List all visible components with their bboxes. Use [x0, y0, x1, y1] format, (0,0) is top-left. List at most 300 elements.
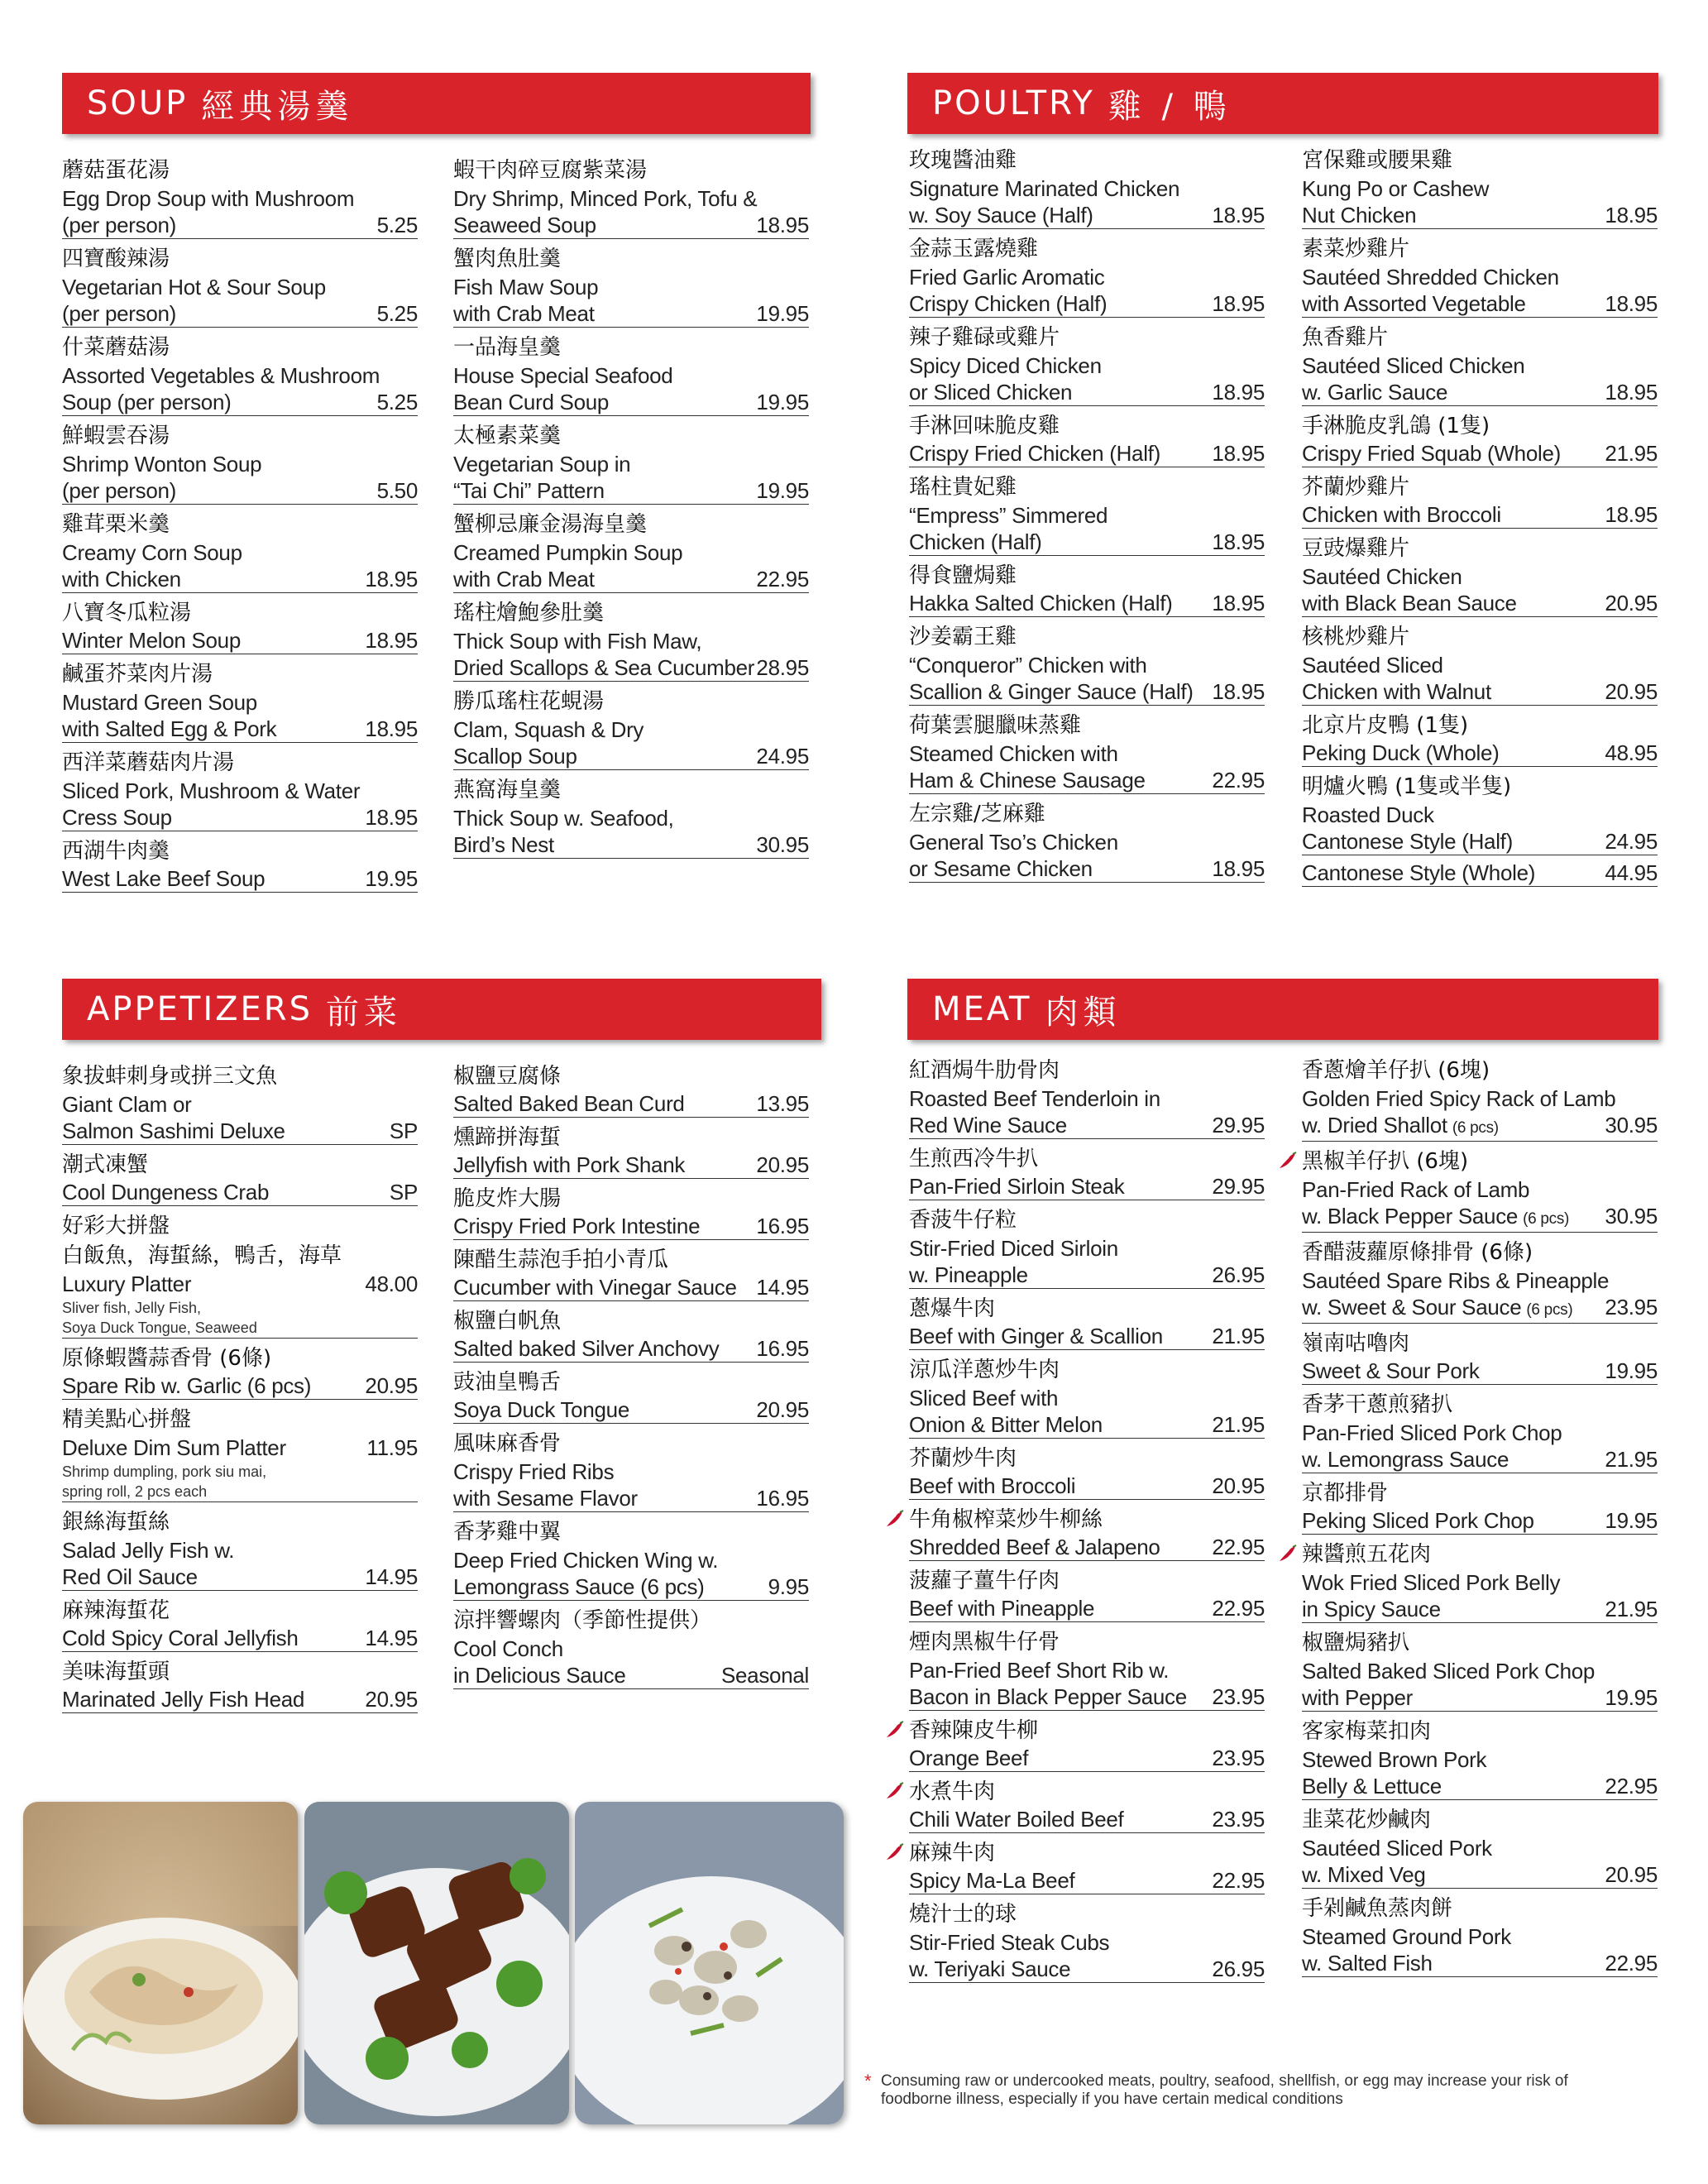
- dish-name-chinese: 香辣陳皮牛柳: [909, 1718, 1039, 1743]
- price-label: 21.95: [1212, 1412, 1265, 1437]
- dish-name-english: Fish Maw Soup: [453, 275, 599, 299]
- dish-name-chinese: 鮮蝦雲吞湯: [62, 424, 170, 448]
- dish-name-english: Nut Chicken: [1302, 203, 1417, 228]
- meat-title-zh: 肉類: [1045, 993, 1122, 1032]
- dish-price-row: [62, 1118, 418, 1145]
- dish-name-english: Roasted Beef Tenderloin in: [909, 1086, 1160, 1111]
- dish-name-chinese: 手淋脆皮乳鴿 (1隻): [1302, 414, 1490, 438]
- price-label: 19.95: [756, 301, 809, 326]
- price-label: 18.95: [365, 567, 418, 592]
- menu-item: [1302, 1056, 1658, 1142]
- dish-name-english: Red Wine Sauce: [909, 1113, 1067, 1138]
- dish-price-row: [909, 380, 1265, 406]
- dish-name-english: Pan-Fried Sirloin Steak: [909, 1174, 1125, 1199]
- menu-item: [1302, 1238, 1658, 1324]
- price-label: 19.95: [1605, 1685, 1658, 1710]
- menu-item: [62, 659, 418, 743]
- dish-name-chinese: 水煮牛肉: [909, 1779, 996, 1804]
- dish-name-english: Crispy Fried Chicken (Half): [909, 441, 1160, 466]
- dish-price-row: [62, 301, 418, 328]
- dish-price-row: [453, 1152, 809, 1179]
- dish-price-row: [62, 628, 418, 654]
- dish-name-english: Sautéed Sliced: [1302, 653, 1443, 678]
- price-label: 22.95: [1212, 1535, 1265, 1559]
- dish-name-english: Deep Fried Chicken Wing w.: [453, 1548, 719, 1573]
- dish-name-english: Sautéed Sliced Chicken: [1302, 353, 1525, 378]
- dish-name-chinese: 太極素菜羹: [453, 424, 562, 448]
- dish-description: Soya Duck Tongue, Seaweed: [62, 1318, 418, 1339]
- menu-item: [453, 775, 809, 859]
- dish-name-english: with Crab Meat: [453, 567, 595, 592]
- dish-name-chinese: 魚香雞片: [1302, 325, 1389, 350]
- dish-name-chinese: 北京片皮鴨 (1隻): [1302, 713, 1469, 738]
- dish-price-row: [453, 1214, 809, 1240]
- dish-name-chinese: 香菠牛仔粒: [909, 1208, 1017, 1233]
- menu-item: [909, 1899, 1265, 1983]
- dish-price-row: [1302, 1951, 1658, 1977]
- dish-name-english: Peking Duck (Whole): [1302, 740, 1500, 765]
- dish-name-english: Shrimp Wonton Soup: [62, 452, 262, 477]
- dish-price-row: [453, 567, 809, 593]
- menu-item: [909, 323, 1265, 406]
- price-label: 18.95: [365, 628, 418, 653]
- dish-name-chinese: 菠蘿子薑牛仔肉: [909, 1569, 1060, 1593]
- dish-name-english: Salted Baked Sliced Pork Chop: [1302, 1659, 1596, 1684]
- price-label: 16.95: [756, 1336, 809, 1361]
- dish-price-row: [909, 856, 1265, 883]
- dish-name-english: Spicy Diced Chicken: [909, 353, 1102, 378]
- dish-name-english: or Sesame Chicken: [909, 856, 1093, 881]
- dish-name-english: with Salted Egg & Pork: [62, 716, 277, 741]
- dish-name-english: Stewed Brown Pork: [1302, 1747, 1487, 1772]
- menu-item: [909, 1355, 1265, 1439]
- poultry-column-1: [909, 146, 1265, 888]
- dish-name-chinese: 香蔥燴羊仔扒 (6塊): [1302, 1058, 1490, 1083]
- poultry-title-en: POULTRY: [932, 84, 1095, 122]
- price-label: 19.95: [365, 866, 418, 891]
- price-label: 14.95: [365, 1626, 418, 1650]
- price-label: 18.95: [1212, 441, 1265, 466]
- dish-name-english: Salad Jelly Fish w.: [62, 1538, 235, 1563]
- dish-price-row: [909, 1262, 1265, 1289]
- dish-name-chinese: 玫瑰醬油雞: [909, 148, 1017, 173]
- price-label: 18.95: [1605, 502, 1658, 527]
- dish-name-english: Thick Soup with Fish Maw,: [453, 629, 702, 654]
- beef-broccoli-photo: [304, 1802, 569, 2124]
- price-label: 18.95: [1605, 380, 1658, 405]
- portion-note: (6 pcs): [1523, 1210, 1570, 1228]
- dish-price-row: [1302, 1597, 1658, 1623]
- price-label: 23.95: [1212, 1807, 1265, 1832]
- dish-name-chinese: 脆皮炸大腸: [453, 1186, 562, 1211]
- dish-name-english: with Sesame Flavor: [453, 1486, 638, 1511]
- dish-name-chinese: 香醋菠蘿原條排骨 (6條): [1302, 1240, 1533, 1265]
- price-label: 18.95: [1212, 203, 1265, 228]
- menu-item: [1302, 772, 1658, 887]
- dish-name-english: Sliced Pork, Mushroom & Water: [62, 778, 361, 803]
- dish-name-chinese: 瑤柱燴鮑參肚羹: [453, 601, 605, 625]
- menu-item: [453, 1306, 809, 1363]
- dish-name-chinese: 原條蝦醬蒜香骨 (6條): [62, 1346, 272, 1371]
- price-label: 26.95: [1212, 1262, 1265, 1287]
- dish-name-chinese: 象拔蚌刺身或拼三文魚: [62, 1064, 278, 1089]
- dish-name-chinese: 辣子雞碌或雞片: [909, 325, 1060, 350]
- dish-name-chinese: 精美點心拼盤: [62, 1407, 192, 1432]
- dish-name-row: [62, 1434, 418, 1462]
- price-label: 18.95: [365, 805, 418, 830]
- menu-item: [909, 1144, 1265, 1200]
- dish-name-english: Wok Fried Sliced Pork Belly: [1302, 1570, 1561, 1595]
- poultry-column-2: [1302, 146, 1658, 892]
- price-label: 18.95: [365, 716, 418, 741]
- dish-name-chinese: 紅酒焗牛肋骨肉: [909, 1058, 1060, 1083]
- price-label: 11.95: [366, 1435, 418, 1460]
- menu-item: [909, 711, 1265, 794]
- chili-pepper-icon: [886, 1721, 904, 1739]
- price-label: 18.95: [1212, 591, 1265, 615]
- price-label: 14.95: [756, 1275, 809, 1300]
- chili-pepper-icon: [1279, 1545, 1297, 1563]
- dish-name-english: Crispy Fried Ribs: [453, 1459, 615, 1484]
- dish-name-chinese: 核桃炒雞片: [1302, 625, 1410, 649]
- price-label: 5.25: [376, 213, 418, 237]
- menu-item: [909, 234, 1265, 318]
- dish-name-english: w. Sweet & Sour Sauce: [1302, 1295, 1522, 1320]
- dish-name-english: Peking Sliced Pork Chop: [1302, 1508, 1534, 1533]
- dish-name-english: w. Teriyaki Sauce: [909, 1956, 1071, 1981]
- dish-name-wrap: [1302, 1204, 1569, 1232]
- price-label: 22.95: [756, 567, 809, 592]
- menu-item: [1302, 234, 1658, 318]
- dish-name-english: Onion & Bitter Melon: [909, 1412, 1103, 1437]
- menu-item: [1302, 323, 1658, 406]
- dish-name-english: with Black Bean Sauce: [1302, 591, 1517, 615]
- dish-name-chinese: 辣醬煎五花肉: [1302, 1542, 1432, 1567]
- soup-header: [62, 73, 811, 134]
- price-label: 48.95: [1605, 740, 1658, 765]
- dish-price-row: [1302, 591, 1658, 617]
- price-label: 29.95: [1212, 1113, 1265, 1138]
- soup-column-2: [453, 156, 809, 864]
- menu-item: [1302, 146, 1658, 229]
- dish-name-english: Beef with Broccoli: [909, 1473, 1076, 1498]
- dish-name-english: Scallion & Ginger Sauce (Half): [909, 679, 1194, 704]
- dish-name-english: Vegetarian Soup in: [453, 452, 631, 477]
- asterisk-icon: *: [864, 2071, 872, 2091]
- dish-name-english: Thick Soup w. Seafood,: [453, 806, 674, 831]
- dish-price-row: [909, 1868, 1265, 1894]
- dish-price-row: [1302, 740, 1658, 767]
- dish-name-english: (per person): [62, 213, 177, 237]
- price-label: 9.95: [768, 1574, 809, 1599]
- dish-price-row: [453, 478, 809, 505]
- price-label: 5.50: [376, 478, 418, 503]
- dish-price-row: [453, 213, 809, 239]
- dish-price-row: [1302, 1508, 1658, 1535]
- menu-item: [909, 1838, 1265, 1894]
- dish-price-row: [909, 679, 1265, 706]
- price-label: 20.95: [1212, 1473, 1265, 1498]
- price-label: 20.95: [365, 1687, 418, 1712]
- dish-price-row: [62, 805, 418, 831]
- price-label: SP: [389, 1118, 418, 1143]
- dish-name-english: Luxury Platter: [62, 1272, 192, 1296]
- dish-name-chinese: 宮保雞或腰果雞: [1302, 148, 1453, 173]
- dish-name-chinese: 椒鹽白帆魚: [453, 1309, 562, 1334]
- dish-price-row: [453, 390, 809, 416]
- dish-name-chinese: 四寶酸辣湯: [62, 247, 170, 271]
- menu-item: [62, 1343, 418, 1400]
- dish-name-chinese: 陳醋生蒜泡手拍小青瓜: [453, 1248, 669, 1272]
- price-label: 22.95: [1605, 1774, 1658, 1798]
- menu-item: [453, 1429, 809, 1512]
- dish-price-row: [1302, 829, 1658, 855]
- dish-price-row: [62, 1180, 418, 1206]
- dish-name-english: Beef with Pineapple: [909, 1596, 1095, 1621]
- dish-name-chinese: 蝦干肉碎豆腐紫菜湯: [453, 158, 648, 183]
- dish-name-english: “Conqueror” Chicken with: [909, 653, 1147, 678]
- dish-name-english: w. Lemongrass Sauce: [1302, 1447, 1509, 1472]
- menu-item: [62, 748, 418, 831]
- dish-name-chinese: 明爐火鴨 (1隻或半隻): [1302, 774, 1512, 799]
- menu-item: [62, 156, 418, 239]
- dish-name-english: Chicken with Walnut: [1302, 679, 1491, 704]
- dish-price-row: [909, 1596, 1265, 1622]
- price-label: 18.95: [1212, 291, 1265, 316]
- dish-name-chinese: 沙姜霸王雞: [909, 625, 1017, 649]
- dish-name-english: Cool Dungeness Crab: [62, 1180, 270, 1205]
- menu-item: [62, 510, 418, 593]
- menu-item: [453, 598, 809, 682]
- dish-name-english: Orange Beef: [909, 1746, 1029, 1770]
- dish-name-chinese: 客家梅菜扣肉: [1302, 1719, 1432, 1744]
- dish-name-english: Cantonese Style (Half): [1302, 829, 1513, 854]
- dish-name-english: Scallop Soup: [453, 744, 577, 769]
- dish-name-english: Ham & Chinese Sausage: [909, 768, 1146, 793]
- menu-item: [909, 411, 1265, 467]
- meat-column-2: [1302, 1056, 1658, 1982]
- price-label: 18.95: [756, 213, 809, 237]
- dish-description: spring roll, 2 pcs each: [62, 1482, 418, 1502]
- soup-title-en: SOUP: [87, 84, 189, 122]
- price-label: 18.95: [1212, 679, 1265, 704]
- dish-name-english: with Crab Meat: [453, 301, 595, 326]
- appetizers-title-zh: 前菜: [325, 993, 402, 1032]
- dish-name-english: Marinated Jelly Fish Head: [62, 1687, 305, 1712]
- menu-item: [909, 1205, 1265, 1289]
- menu-item: [1302, 711, 1658, 767]
- dish-name-chinese: 一品海皇羹: [453, 335, 562, 360]
- price-label: 13.95: [756, 1091, 809, 1116]
- price-label: 18.95: [1605, 203, 1658, 228]
- dish-name-english: Stir-Fried Diced Sirloin: [909, 1236, 1118, 1261]
- price-label: 22.95: [1605, 1951, 1658, 1976]
- dish-price-row: [62, 716, 418, 743]
- dish-name-english: (per person): [62, 478, 177, 503]
- dish-name-english: in Spicy Sauce: [1302, 1597, 1441, 1621]
- dish-name-english: Mustard Green Soup: [62, 690, 257, 715]
- dish-price-row: [909, 591, 1265, 617]
- dish-name-row: [62, 1271, 418, 1298]
- dish-name-chinese: 手淋回味脆皮雞: [909, 414, 1060, 438]
- dish-name-english: Pan-Fried Rack of Lamb: [1302, 1177, 1530, 1202]
- dish-price-row: [1302, 1204, 1658, 1233]
- dish-name-english: Winter Melon Soup: [62, 628, 242, 653]
- dish-price-row: [1302, 1113, 1658, 1142]
- menu-item: [62, 421, 418, 505]
- price-label: SP: [389, 1180, 418, 1205]
- dish-name-english: Jellyfish with Pork Shank: [453, 1152, 686, 1177]
- price-label: 19.95: [1605, 1508, 1658, 1533]
- price-label: 19.95: [1605, 1358, 1658, 1383]
- menu-item: [453, 510, 809, 593]
- dish-name-chinese: 麻辣海蜇花: [62, 1598, 170, 1623]
- price-label: 18.95: [1212, 380, 1265, 405]
- dish-price-row: [62, 1564, 418, 1591]
- dish-name-chinese: 煙肉黑椒牛仔骨: [909, 1630, 1060, 1655]
- price-label: 21.95: [1212, 1324, 1265, 1348]
- dish-name-english: with Assorted Vegetable: [1302, 291, 1526, 316]
- dish-name-english: Sliced Beef with: [909, 1386, 1059, 1410]
- menu-item: [1302, 1894, 1658, 1977]
- dish-name-chinese: 涼瓜洋蔥炒牛肉: [909, 1358, 1060, 1382]
- menu-item: [909, 799, 1265, 883]
- dish-price-row: [1302, 1685, 1658, 1712]
- dish-name-english: w. Mixed Veg: [1302, 1862, 1426, 1887]
- dish-name-english: with Chicken: [62, 567, 181, 592]
- dish-name-english: Spicy Ma-La Beef: [909, 1868, 1075, 1893]
- dish-price-row: [1302, 1447, 1658, 1473]
- menu-item: [453, 421, 809, 505]
- price-label: 18.95: [1212, 529, 1265, 554]
- menu-item: [1302, 1478, 1658, 1535]
- menu-item: [1302, 1390, 1658, 1473]
- dish-name-english: Crispy Fried Pork Intestine: [453, 1214, 701, 1238]
- dish-name-english: Belly & Lettuce: [1302, 1774, 1442, 1798]
- dish-price-row: [909, 1535, 1265, 1561]
- dish-name-chinese: 荷葉雲腿臘味蒸雞: [909, 713, 1082, 738]
- dish-name-chinese: 燒汁士的球: [909, 1902, 1017, 1927]
- dish-price-row: [453, 832, 809, 859]
- dish-name-english: Spare Rib w. Garlic (6 pcs): [62, 1373, 312, 1398]
- dish-price-row: [909, 529, 1265, 556]
- dish-price-row: [453, 655, 809, 682]
- dish-name-english: w. Salted Fish: [1302, 1951, 1433, 1976]
- dish-name-english: with Pepper: [1302, 1685, 1413, 1710]
- menu-item: [453, 1184, 809, 1240]
- appetizers-column-1: [62, 1061, 418, 1718]
- price-label: 18.95: [1212, 856, 1265, 881]
- dish-price-row: [909, 1324, 1265, 1350]
- menu-item: [62, 1596, 418, 1652]
- dish-price-row: [62, 1687, 418, 1713]
- appetizers-column-2: [453, 1061, 809, 1694]
- meat-title-en: MEAT: [932, 990, 1032, 1028]
- price-label: 19.95: [756, 390, 809, 414]
- dish-name-chinese: 芥蘭炒雞片: [1302, 475, 1410, 500]
- dish-name-english: Deluxe Dim Sum Platter: [62, 1435, 286, 1460]
- menu-item: [62, 1061, 418, 1145]
- dish-name-wrap: [1302, 1295, 1572, 1323]
- price-label: 5.25: [376, 301, 418, 326]
- menu-item: [909, 1716, 1265, 1772]
- dish-name-english: w. Black Pepper Sauce: [1302, 1204, 1519, 1228]
- dish-name-chinese: 雞茸栗米羹: [62, 512, 170, 537]
- noodle-dish-photo: [23, 1802, 298, 2124]
- dish-name-english: Sweet & Sour Pork: [1302, 1358, 1480, 1383]
- dish-name-chinese: 潮式凍蟹: [62, 1152, 149, 1177]
- dish-name-chinese: 香茅干蔥煎豬扒: [1302, 1392, 1453, 1417]
- menu-item: [1302, 622, 1658, 706]
- dish-name-english: Sautéed Sliced Pork: [1302, 1836, 1492, 1861]
- price-label: 20.95: [365, 1373, 418, 1398]
- dish-price-row: [909, 1807, 1265, 1833]
- dish-price-row: [1302, 679, 1658, 706]
- price-label: 23.95: [1212, 1746, 1265, 1770]
- price-label: 24.95: [1605, 829, 1658, 854]
- dish-name-english: w. Soy Sauce (Half): [909, 203, 1093, 228]
- price-label: 20.95: [1605, 679, 1658, 704]
- dish-name-chinese: 黑椒羊仔扒 (6塊): [1302, 1149, 1469, 1174]
- menu-item: [62, 333, 418, 416]
- price-label: 5.25: [376, 390, 418, 414]
- dish-name-chinese: 蘑菇蛋花湯: [62, 158, 170, 183]
- price-label: 44.95: [1605, 860, 1658, 885]
- dish-name-chinese: 風味麻香骨: [453, 1431, 562, 1456]
- menu-item: [453, 687, 809, 770]
- dish-name-chinese: 勝瓜瑤柱花蜆湯: [453, 689, 605, 714]
- dish-price-row: [62, 1373, 418, 1400]
- dish-name-english: or Sliced Chicken: [909, 380, 1073, 405]
- dish-name-english: Sautéed Shredded Chicken: [1302, 265, 1559, 290]
- price-label: 23.95: [1605, 1295, 1658, 1320]
- menu-item: [453, 1606, 809, 1689]
- dish-price-row: [1302, 291, 1658, 318]
- dish-price-row: [62, 390, 418, 416]
- dish-name-chinese: 芥蘭炒牛肉: [909, 1446, 1017, 1471]
- dish-name-english: West Lake Beef Soup: [62, 866, 266, 891]
- dish-name-chinese: 嶺南咕嚕肉: [1302, 1331, 1410, 1356]
- dish-name-english: Cold Spicy Coral Jellyfish: [62, 1626, 299, 1650]
- dish-price-row: [1302, 1295, 1658, 1324]
- price-label: 21.95: [1605, 441, 1658, 466]
- chili-pepper-icon: [886, 1782, 904, 1800]
- dish-name-english: Golden Fried Spicy Rack of Lamb: [1302, 1086, 1616, 1111]
- dish-name-chinese: 蟹肉魚肚羹: [453, 247, 562, 271]
- dish-name-chinese: 西湖牛肉羹: [62, 839, 170, 864]
- menu-item: [909, 1777, 1265, 1833]
- dish-name-english: Crispy Chicken (Half): [909, 291, 1108, 316]
- dish-name-english: Shredded Beef & Jalapeno: [909, 1535, 1160, 1559]
- dish-price-row: [909, 1746, 1265, 1772]
- dish-name-english: Red Oil Sauce: [62, 1564, 198, 1589]
- price-label: 28.95: [756, 655, 809, 680]
- price-label: 23.95: [1212, 1684, 1265, 1709]
- price-label: 21.95: [1605, 1447, 1658, 1472]
- dish-name-chinese: 香茅雞中翼: [453, 1520, 562, 1545]
- menu-item: [1302, 1147, 1658, 1233]
- dish-price-row: [909, 1684, 1265, 1711]
- dish-name-english: w. Pineapple: [909, 1262, 1028, 1287]
- dish-name-english: Dried Scallops & Sea Cucumber: [453, 655, 755, 680]
- dish-name-chinese: 銀絲海蜇絲: [62, 1510, 170, 1535]
- dish-name-english: Lemongrass Sauce (6 pcs): [453, 1574, 705, 1599]
- soup-section: [62, 73, 811, 134]
- dish-price-row: [909, 291, 1265, 318]
- price-label: 14.95: [365, 1564, 418, 1589]
- dish-name-chinese: 瑤柱貴妃雞: [909, 475, 1017, 500]
- chili-pepper-icon: [1279, 1152, 1297, 1170]
